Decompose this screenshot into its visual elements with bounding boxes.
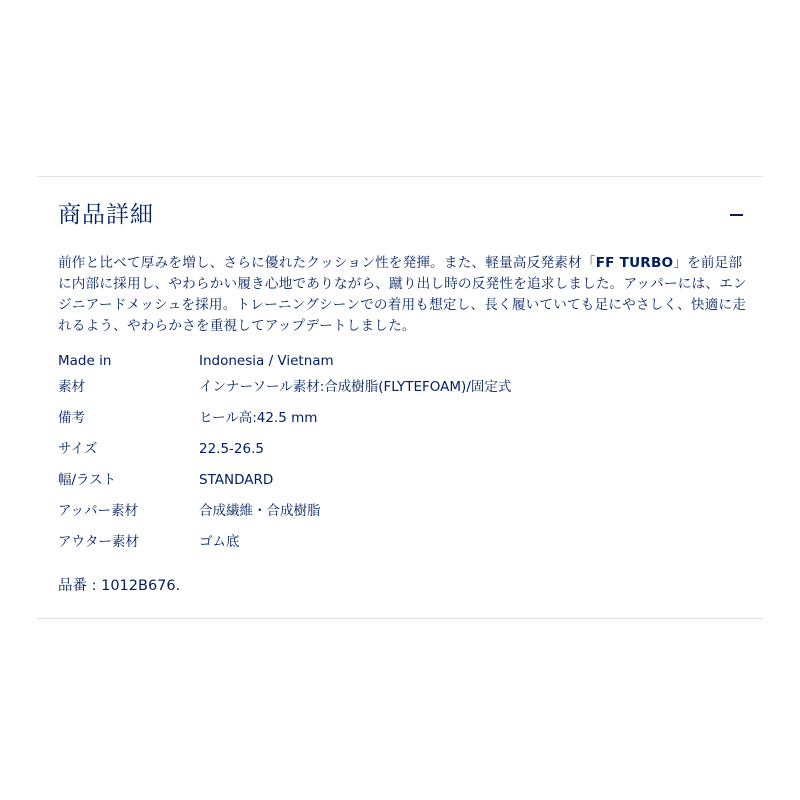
spec-value: ヒール高:42.5 mm — [199, 410, 318, 426]
product-details-accordion — [37, 176, 763, 619]
spec-label: アッパー素材 — [58, 503, 139, 519]
spec-row-upper-material — [58, 501, 748, 532]
spec-label: Made in — [58, 353, 112, 369]
spec-label: 幅/ラスト — [58, 472, 117, 488]
spec-value: 22.5-26.5 — [199, 441, 264, 457]
spec-value: インナーソール素材:合成樹脂(FLYTEFOAM)/固定式 — [199, 379, 512, 395]
spec-table — [58, 351, 748, 563]
spec-label: サイズ — [58, 441, 98, 457]
spec-label: アウター素材 — [58, 534, 139, 550]
accordion-header[interactable] — [37, 177, 763, 253]
style-number: 品番 : 1012B676. — [58, 578, 181, 594]
spec-label: 備考 — [58, 410, 85, 426]
spec-row-material — [58, 377, 748, 408]
spec-value: Indonesia / Vietnam — [199, 353, 334, 369]
product-description — [58, 253, 752, 337]
description-text-start: 前作と比べて厚みを増し、さらに優れたクッション性を発揮。また、軽量高反発素材「 — [58, 255, 596, 271]
description-highlight: FF TURBO — [595, 255, 674, 271]
spec-value: ゴム底 — [199, 534, 240, 550]
description-text-end: 」を前足部に内部に採用し、やわらかい履き心地でありながら、蹴り出し時の反発性を追求しました。アッパーには、エンジニアードメッシュを採用。トレーニングシーンでの着用も想定し、長く履いていても足にやさしく、快適に走れるよう、やわらかさを重視してアップデートしました。 — [58, 255, 747, 334]
spec-value: 合成繊維・合成樹脂 — [199, 503, 321, 519]
spec-row-outer-material — [58, 532, 748, 563]
spec-label: 素材 — [58, 379, 85, 395]
spec-row-size — [58, 439, 748, 470]
spec-row-width — [58, 470, 748, 501]
spec-value: STANDARD — [199, 472, 274, 488]
spec-row-made-in — [58, 351, 748, 377]
minus-icon[interactable] — [730, 214, 743, 216]
spec-row-notes — [58, 408, 748, 439]
section-title: 商品詳細 — [58, 202, 154, 228]
